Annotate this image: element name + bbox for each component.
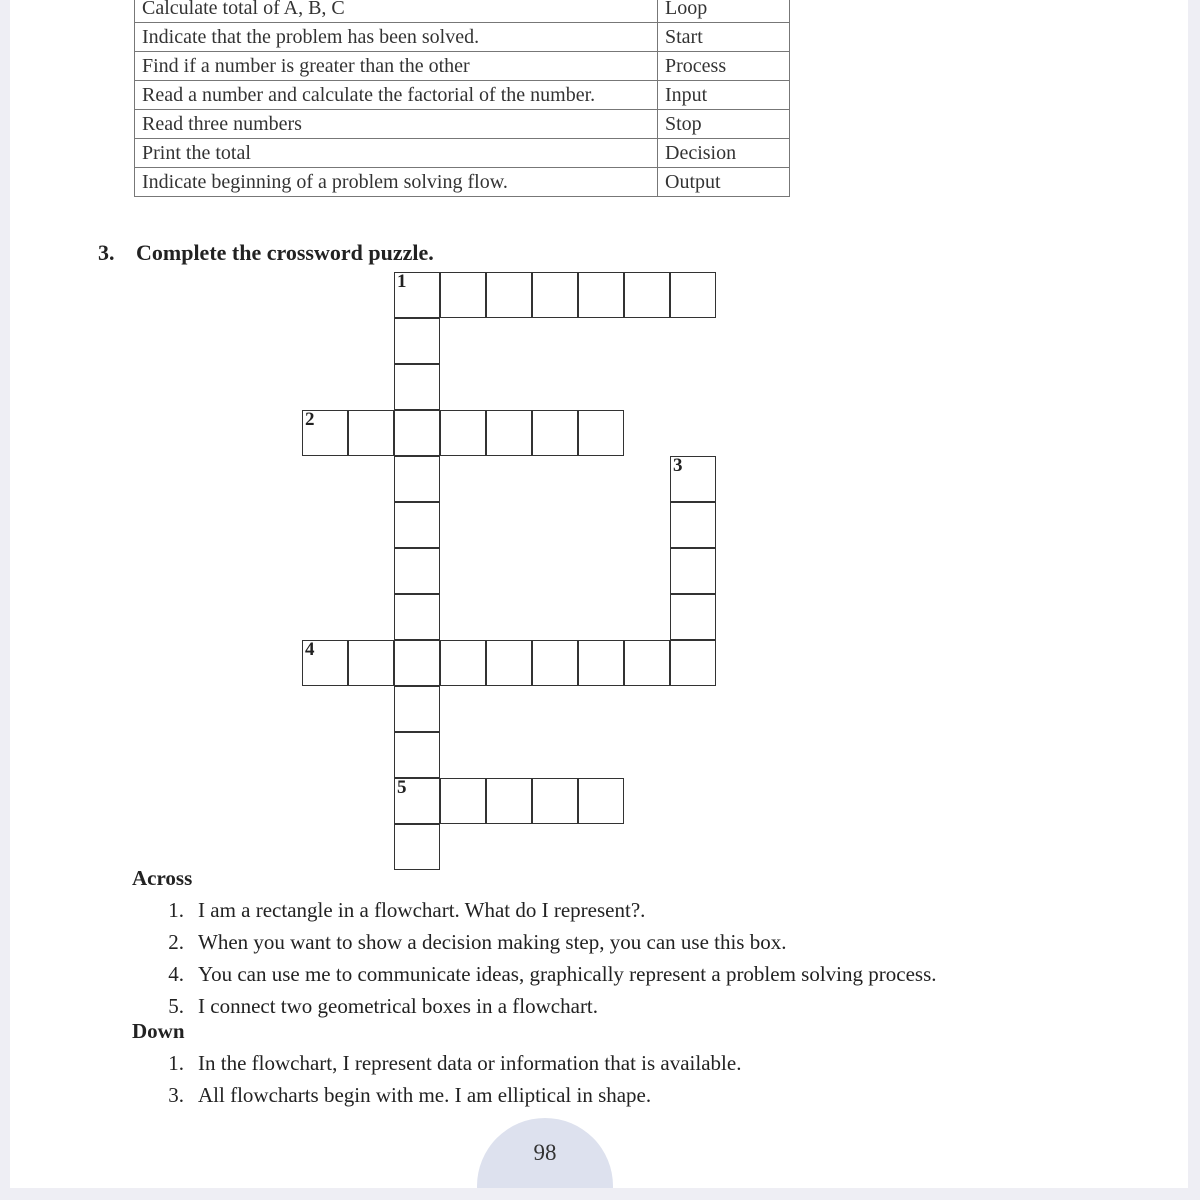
crossword-cell[interactable] bbox=[440, 272, 486, 318]
crossword-cell[interactable] bbox=[532, 410, 578, 456]
clue-number-label: 1 bbox=[397, 271, 407, 292]
crossword-cell[interactable] bbox=[394, 364, 440, 410]
crossword-cell[interactable] bbox=[532, 640, 578, 686]
crossword-cell[interactable] bbox=[394, 318, 440, 364]
table-row bbox=[135, 23, 790, 52]
crossword-cell[interactable] bbox=[532, 272, 578, 318]
clue-number-label: 4 bbox=[305, 639, 315, 660]
table-cell-symbol: Start bbox=[658, 23, 790, 52]
table-cell-symbol: Input bbox=[658, 81, 790, 110]
clue-text: You can use me to communicate ideas, graphically represent a problem solving process. bbox=[198, 962, 937, 986]
crossword-cell[interactable] bbox=[394, 456, 440, 502]
clue-number: 4. bbox=[168, 962, 184, 986]
table-row bbox=[135, 0, 790, 23]
crossword-cell[interactable] bbox=[440, 410, 486, 456]
crossword-cell[interactable] bbox=[394, 272, 440, 318]
question-number: 3. bbox=[98, 240, 115, 265]
clue-number-label: 2 bbox=[305, 409, 315, 430]
crossword-cell[interactable] bbox=[302, 640, 348, 686]
crossword-cell[interactable] bbox=[394, 686, 440, 732]
table-row bbox=[135, 168, 790, 197]
textbook-page bbox=[10, 0, 1188, 1188]
table-cell-symbol: Process bbox=[658, 52, 790, 81]
crossword-cell[interactable] bbox=[670, 640, 716, 686]
down-heading: Down bbox=[132, 1019, 185, 1043]
crossword-cell[interactable] bbox=[532, 778, 578, 824]
table-cell-description: Print the total bbox=[135, 139, 658, 168]
crossword-cell[interactable] bbox=[670, 456, 716, 502]
crossword-cell[interactable] bbox=[394, 824, 440, 870]
clue-text: I connect two geometrical boxes in a flowchart. bbox=[198, 994, 599, 1018]
table-row bbox=[135, 110, 790, 139]
table-row bbox=[135, 52, 790, 81]
table-cell-description: Indicate beginning of a problem solving flow. bbox=[135, 168, 658, 197]
crossword-cell[interactable] bbox=[394, 502, 440, 548]
clue-number-label: 3 bbox=[673, 455, 683, 476]
clue-number: 1. bbox=[168, 898, 184, 922]
clue-number: 5. bbox=[168, 994, 184, 1018]
crossword-cell[interactable] bbox=[348, 410, 394, 456]
clue-number-label: 5 bbox=[397, 777, 407, 798]
table-cell-symbol: Decision bbox=[658, 139, 790, 168]
crossword-cell[interactable] bbox=[624, 640, 670, 686]
table-cell-description: Indicate that the problem has been solved. bbox=[135, 23, 658, 52]
table-row bbox=[135, 81, 790, 110]
crossword-cell[interactable] bbox=[578, 640, 624, 686]
clue-text: When you want to show a decision making step, you can use this box. bbox=[198, 930, 787, 954]
table-cell-symbol: Loop bbox=[658, 0, 790, 23]
crossword-cell[interactable] bbox=[394, 778, 440, 824]
page-number: 98 bbox=[533, 1140, 557, 1165]
crossword-cell[interactable] bbox=[440, 778, 486, 824]
crossword-cell[interactable] bbox=[394, 410, 440, 456]
crossword-cell[interactable] bbox=[302, 410, 348, 456]
crossword-cell[interactable] bbox=[624, 272, 670, 318]
crossword-cell[interactable] bbox=[578, 778, 624, 824]
crossword-cell[interactable] bbox=[440, 640, 486, 686]
crossword-cell[interactable] bbox=[394, 640, 440, 686]
crossword-cell[interactable] bbox=[578, 272, 624, 318]
clue-number: 1. bbox=[168, 1051, 184, 1075]
crossword-cell[interactable] bbox=[486, 272, 532, 318]
table-row bbox=[135, 139, 790, 168]
across-heading: Across bbox=[132, 866, 193, 890]
table-cell-description: Read a number and calculate the factorial of the number. bbox=[135, 81, 658, 110]
crossword-cell[interactable] bbox=[394, 732, 440, 778]
table-cell-symbol: Output bbox=[658, 168, 790, 197]
crossword-cell[interactable] bbox=[486, 640, 532, 686]
crossword-cell[interactable] bbox=[578, 410, 624, 456]
crossword-cell[interactable] bbox=[670, 272, 716, 318]
table-cell-symbol: Stop bbox=[658, 110, 790, 139]
crossword-cell[interactable] bbox=[486, 778, 532, 824]
clue-text: All flowcharts begin with me. I am elliptical in shape. bbox=[198, 1083, 652, 1107]
clue-text: I am a rectangle in a flowchart. What do I represent?. bbox=[198, 898, 646, 922]
matching-table bbox=[134, 0, 790, 197]
table-cell-description: Read three numbers bbox=[135, 110, 658, 139]
question-text: Complete the crossword puzzle. bbox=[136, 240, 434, 265]
crossword-cell[interactable] bbox=[394, 548, 440, 594]
table-cell-description: Calculate total of A, B, C bbox=[135, 0, 658, 23]
crossword-cell[interactable] bbox=[670, 502, 716, 548]
crossword-cell[interactable] bbox=[670, 594, 716, 640]
crossword-cell[interactable] bbox=[486, 410, 532, 456]
clue-number: 3. bbox=[168, 1083, 184, 1107]
crossword-cell[interactable] bbox=[348, 640, 394, 686]
clue-number: 2. bbox=[168, 930, 184, 954]
crossword-cell[interactable] bbox=[670, 548, 716, 594]
clue-text: In the flowchart, I represent data or information that is available. bbox=[198, 1051, 742, 1075]
crossword-cell[interactable] bbox=[394, 594, 440, 640]
table-cell-description: Find if a number is greater than the other bbox=[135, 52, 658, 81]
